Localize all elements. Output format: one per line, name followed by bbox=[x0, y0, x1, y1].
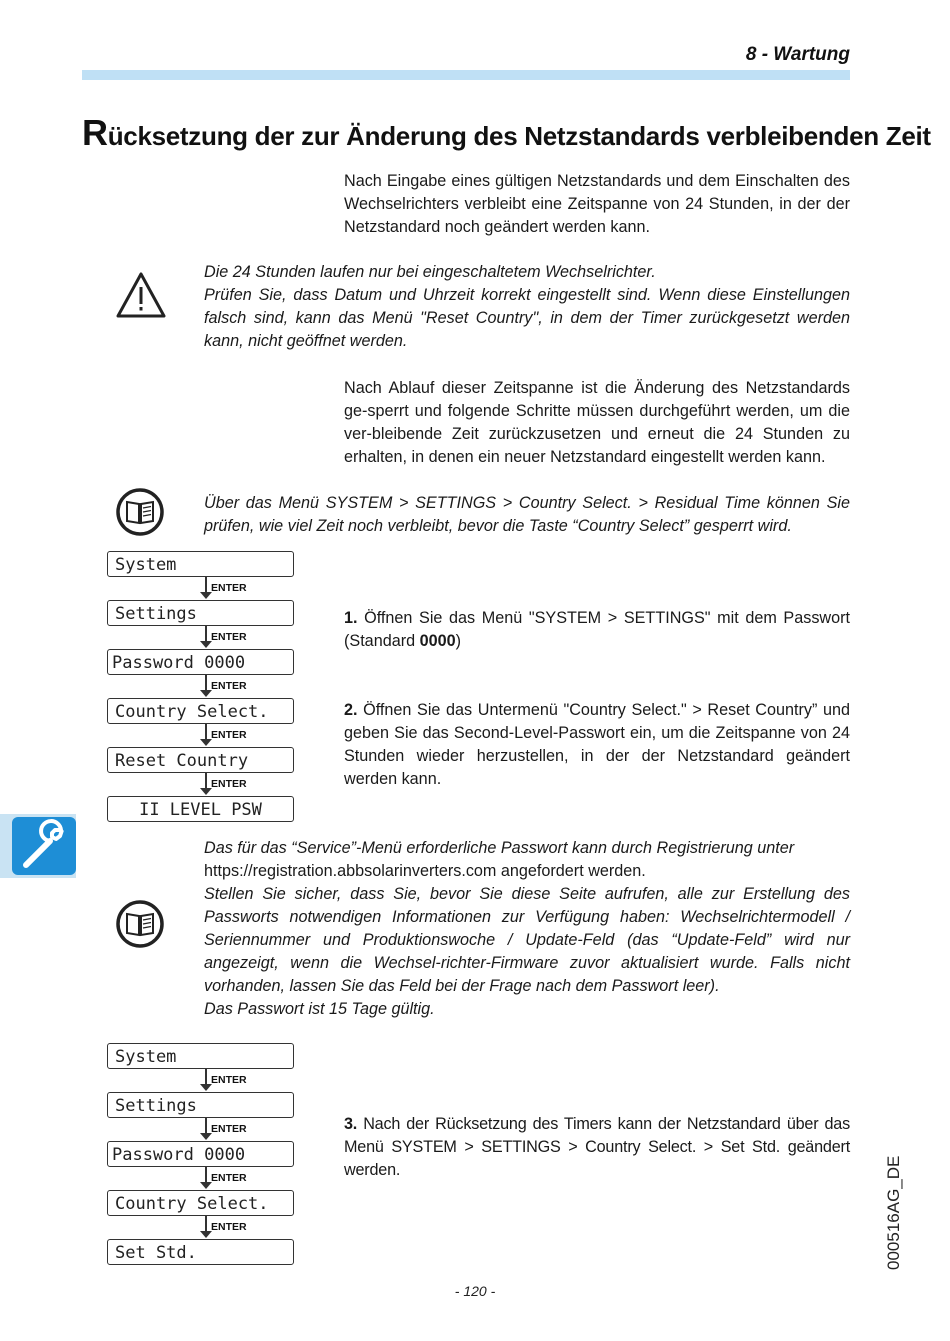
lcd-menu-country-select: Country Select. bbox=[107, 698, 294, 724]
step-1-text: Öffnen Sie das Menü "SYSTEM > SETTINGS" mit dem Passwort (Standard bbox=[344, 609, 850, 650]
wrench-icon bbox=[12, 817, 76, 875]
lcd-menu-settings: Settings bbox=[107, 1092, 294, 1118]
enter-label: ENTER bbox=[211, 1123, 247, 1135]
page-number: - 120 - bbox=[454, 1283, 496, 1299]
warning-text bbox=[204, 261, 850, 353]
step-2-text: Öffnen Sie das Untermenü "Country Select." > Reset Country” und geben Sie das Second-Level-Passwort ein, um die Zeitspanne von 24 Stunden wieder herzustellen, in der der Netzstandard geändert werden kann. bbox=[344, 701, 850, 788]
step-1-text-end: ) bbox=[455, 632, 461, 650]
book-icon bbox=[115, 487, 165, 537]
step-3-text: Nach der Rücksetzung des Timers kann der Netzstandard über das Menü SYSTEM > SETTINGS > Country Select. > Set Std. geändert werden. bbox=[344, 1115, 850, 1179]
enter-label: ENTER bbox=[211, 582, 247, 594]
title-initial: R bbox=[82, 112, 108, 153]
service-password-note bbox=[204, 837, 850, 1021]
document-id: 000516AG_DE bbox=[884, 1155, 903, 1270]
book-icon bbox=[115, 899, 165, 949]
lcd-menu-system: System bbox=[107, 551, 294, 577]
enter-label: ENTER bbox=[211, 1221, 247, 1233]
lcd-menu-password: Password 0000 bbox=[107, 649, 294, 675]
enter-label: ENTER bbox=[211, 1074, 247, 1086]
chapter-tab-badge bbox=[12, 817, 76, 875]
lcd-menu-set-std: Set Std. bbox=[107, 1239, 294, 1265]
residual-time-note: Über das Menü SYSTEM > SETTINGS > Country Select. > Residual Time können Sie prüfen, wie viel Zeit noch verbleibt, bevor die Taste “Country Select” gesperrt wird. bbox=[204, 494, 850, 535]
note-2-text-a-end: angefordert werden. bbox=[496, 862, 646, 880]
intro-paragraph: Nach Eingabe eines gültigen Netzstandards und dem Einschalten des Wechselrichters verbleibt eine Zeitspanne von 24 Stunden, in der der Netzstandard noch geändert werden kann. bbox=[344, 172, 850, 236]
lcd-menu-reset-country: Reset Country bbox=[107, 747, 294, 773]
enter-label: ENTER bbox=[211, 680, 247, 692]
lcd-menu-password: Password 0000 bbox=[107, 1141, 294, 1167]
step-1 bbox=[344, 607, 850, 653]
default-password: 0000 bbox=[419, 632, 456, 650]
warning-line-1: Die 24 Stunden laufen nur bei eingeschaltetem Wechselrichter. bbox=[204, 263, 656, 281]
header-bar bbox=[82, 70, 850, 80]
note-2-text-a: Das für das “Service”-Menü erforderliche Passwort kann durch Registrierung unter bbox=[204, 839, 795, 857]
expiry-paragraph: Nach Ablauf dieser Zeitspanne ist die Änderung des Netzstandards ge-sperrt und folgende Schritte müssen durchgeführt werden, um die ver-bleibende Zeit zurückzusetzen und erneut die 24 Stunden zu erhalten, in denen ein neuer Netzstandard eingestellt werden kann. bbox=[344, 379, 850, 466]
lcd-menu-ii-level-psw: II LEVEL PSW bbox=[107, 796, 294, 822]
step-1-number: 1. bbox=[344, 609, 358, 627]
note-2-text-b: Stellen Sie sicher, dass Sie, bevor Sie diese Seite aufrufen, alle zur Erstellung des Passworts notwendigen Informationen zur Verfügung haben: Wechselrichtermodell / Seriennummer und Produktionswoche / Update-Feld (das “Update-Feld” wird nur angezeigt, wenn die Wechsel-richter-Firmware zuvor aktualisiert wurde. Falls nicht vorhanden, lassen Sie das Feld bei der Frage nach dem Passwort leer). bbox=[204, 885, 850, 995]
enter-label: ENTER bbox=[211, 631, 247, 643]
lcd-menu-system: System bbox=[107, 1043, 294, 1069]
step-2 bbox=[344, 699, 850, 791]
warning-triangle-icon bbox=[115, 270, 167, 320]
enter-label: ENTER bbox=[211, 729, 247, 741]
note-2-text-c: Das Passwort ist 15 Tage gültig. bbox=[204, 1000, 435, 1018]
step-3-number: 3. bbox=[344, 1115, 358, 1133]
section-header: 8 - Wartung bbox=[745, 44, 850, 65]
step-3 bbox=[344, 1113, 850, 1182]
enter-label: ENTER bbox=[211, 778, 247, 790]
registration-url: https://registration.abbsolarinverters.com bbox=[204, 862, 497, 880]
step-2-number: 2. bbox=[344, 701, 358, 719]
enter-label: ENTER bbox=[211, 1172, 247, 1184]
title-rest: ücksetzung der zur Änderung des Netzstandards verbleibenden Zeit bbox=[107, 121, 931, 151]
lcd-menu-settings: Settings bbox=[107, 600, 294, 626]
page-title bbox=[82, 112, 931, 154]
lcd-menu-country-select: Country Select. bbox=[107, 1190, 294, 1216]
warning-line-2: Prüfen Sie, dass Datum und Uhrzeit korrekt eingestellt sind. Wenn diese Einstellungen falsch sind, kann das Menü "Reset Country", in dem der Timer zurückgesetzt werden kann, nicht geöffnet werden. bbox=[204, 286, 850, 350]
